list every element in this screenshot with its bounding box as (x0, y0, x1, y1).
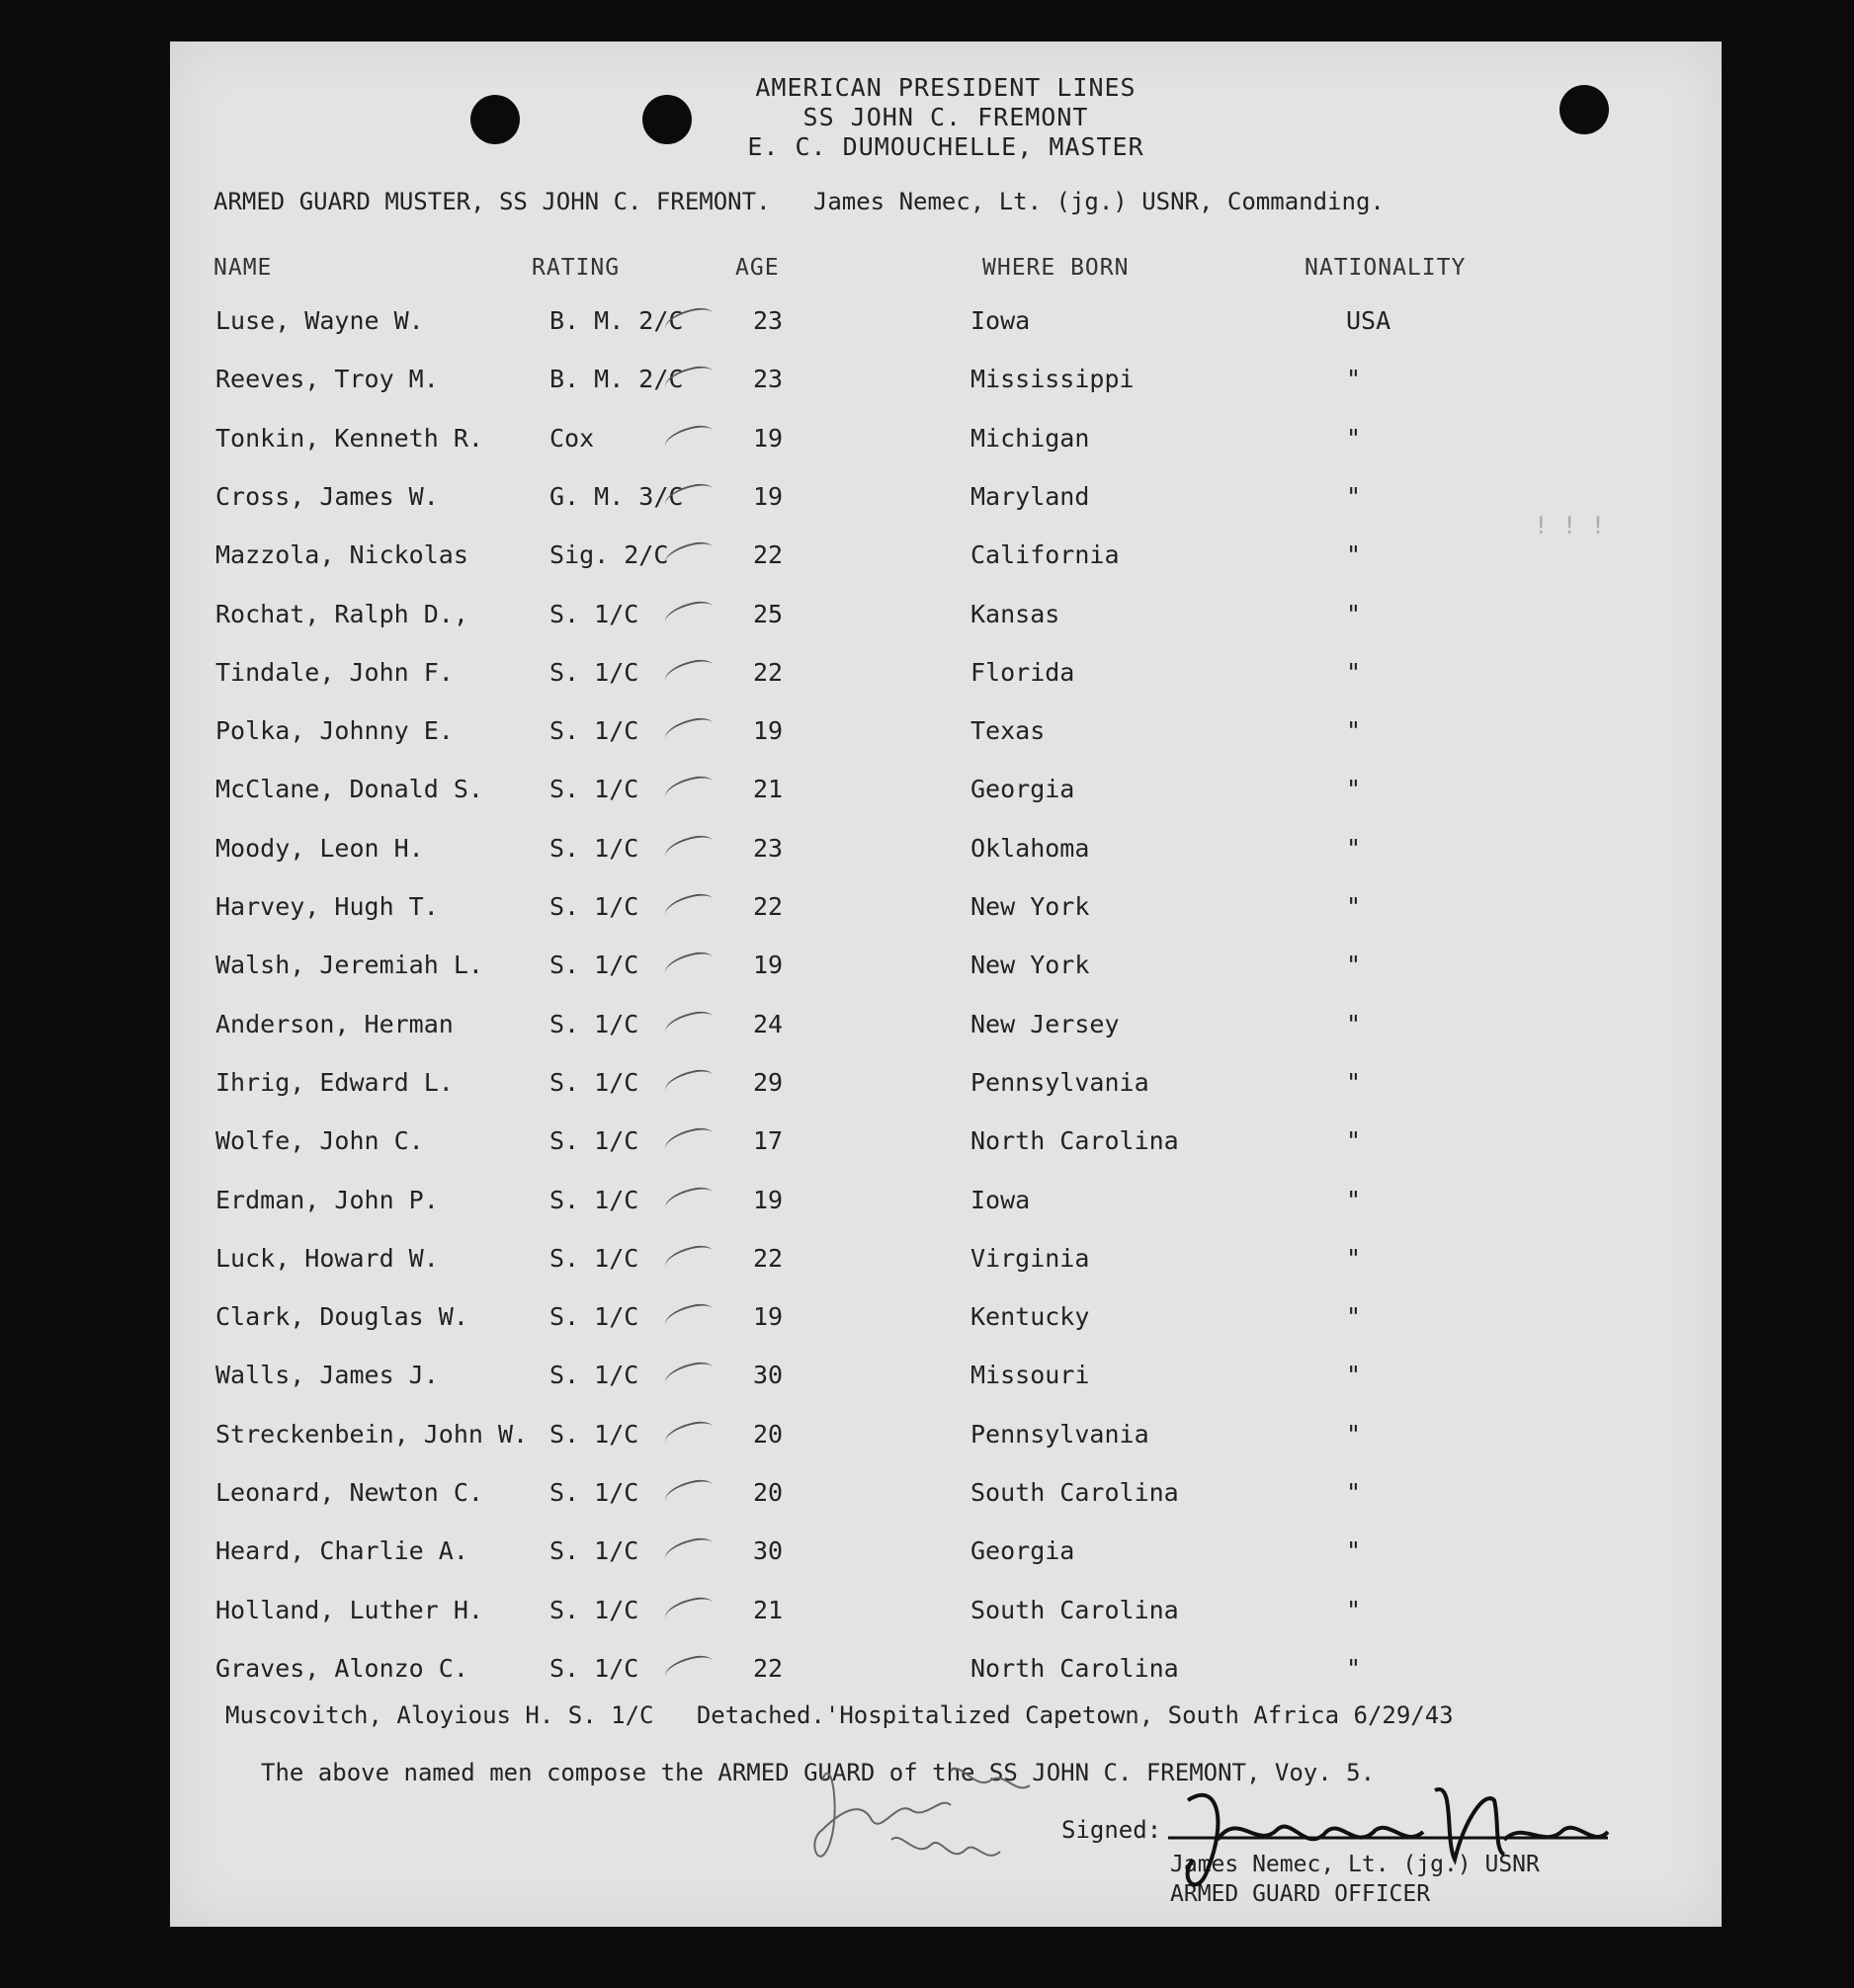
table-row (170, 1244, 1722, 1299)
crew-name: Erdman, John P. (215, 1185, 439, 1214)
crew-rating: S. 1/C (549, 657, 639, 687)
signatory-title: ARMED GUARD OFFICER (1170, 1881, 1431, 1907)
check-mark (662, 1184, 716, 1216)
crew-rating: S. 1/C (549, 1361, 639, 1390)
crew-nationality: " (1346, 716, 1362, 746)
table-row (170, 1478, 1722, 1533)
crew-nationality: " (1346, 1185, 1362, 1214)
crew-nationality: " (1346, 892, 1362, 921)
crew-nationality: " (1346, 365, 1362, 394)
check-mark (662, 1418, 716, 1450)
crew-nationality: " (1346, 951, 1362, 980)
crew-nationality: " (1346, 1478, 1362, 1507)
crew-name: Walls, James J. (215, 1361, 439, 1390)
crew-rating: B. M. 2/C (549, 365, 684, 394)
crew-name: McClane, Donald S. (215, 775, 483, 804)
crew-name: Rochat, Ralph D., (215, 599, 468, 628)
check-mark (662, 1652, 716, 1685)
crew-rating: S. 1/C (549, 1185, 639, 1214)
crew-age: 19 (753, 716, 784, 746)
crew-nationality: " (1346, 540, 1362, 570)
crew-name: Walsh, Jeremiah L. (215, 951, 483, 980)
crew-rating: Cox (549, 423, 595, 453)
table-row (170, 365, 1722, 420)
crew-age: 21 (753, 775, 784, 804)
crew-nationality: " (1346, 1536, 1362, 1566)
crew-birthplace: South Carolina (970, 1595, 1179, 1624)
signed-label: Signed: (1061, 1816, 1162, 1844)
crew-age: 19 (753, 1185, 784, 1214)
crew-age: 23 (753, 833, 784, 863)
check-mark (662, 890, 716, 923)
crew-name: Tonkin, Kenneth R. (215, 423, 483, 453)
crew-rating: G. M. 3/C (549, 481, 684, 511)
check-mark (662, 1066, 716, 1099)
crew-name: Wolfe, John C. (215, 1126, 424, 1156)
closing-statement: The above named men compose the ARMED GUARD of the SS JOHN C. FREMONT, Voy. 5. (261, 1759, 1376, 1786)
crew-age: 23 (753, 365, 784, 394)
table-row (170, 540, 1722, 596)
crew-birthplace: New Jersey (970, 1009, 1120, 1038)
check-mark (662, 832, 716, 865)
table-row (170, 892, 1722, 948)
detached-note: Muscovitch, Aloyious H. S. 1/C Detached.'Hospitalized Capetown, South Africa 6/29/43 (225, 1701, 1454, 1729)
crew-nationality: " (1346, 599, 1362, 628)
crew-nationality: " (1346, 1243, 1362, 1273)
header-line-3: E. C. DUMOUCHELLE, MASTER (747, 132, 1144, 161)
crew-rating: S. 1/C (549, 716, 639, 746)
check-mark (662, 598, 716, 630)
crew-age: 19 (753, 1302, 784, 1332)
header-line-2: SS JOHN C. FREMONT (802, 103, 1089, 131)
crew-birthplace: Kentucky (970, 1302, 1090, 1332)
crew-age: 19 (753, 951, 784, 980)
crew-birthplace: Pennsylvania (970, 1419, 1149, 1449)
crew-name: Holland, Luther H. (215, 1595, 483, 1624)
check-mark (662, 774, 716, 806)
crew-name: Mazzola, Nickolas (215, 540, 468, 570)
crew-birthplace: Texas (970, 716, 1046, 746)
crew-birthplace: New York (970, 892, 1090, 921)
check-mark (662, 656, 716, 689)
crew-name: Leonard, Newton C. (215, 1478, 483, 1507)
crew-nationality: " (1346, 775, 1362, 804)
crew-age: 24 (753, 1009, 784, 1038)
column-header-nationality: NATIONALITY (1305, 255, 1467, 281)
crew-rating: S. 1/C (549, 1302, 639, 1332)
crew-birthplace: Iowa (970, 1185, 1031, 1214)
crew-nationality: " (1346, 423, 1362, 453)
crew-birthplace: Florida (970, 657, 1075, 687)
table-row (170, 1068, 1722, 1123)
crew-rating: S. 1/C (549, 1126, 639, 1156)
margin-mark: ! ! ! (1534, 512, 1606, 539)
crew-birthplace: North Carolina (970, 1126, 1179, 1156)
crew-birthplace: Georgia (970, 775, 1075, 804)
crew-age: 20 (753, 1419, 784, 1449)
muster-title: ARMED GUARD MUSTER, SS JOHN C. FREMONT. James Nemec, Lt. (jg.) USNR, Commanding. (213, 188, 1385, 215)
crew-age: 22 (753, 1653, 784, 1683)
crew-name: Cross, James W. (215, 481, 439, 511)
check-mark (662, 1594, 716, 1626)
crew-name: Clark, Douglas W. (215, 1302, 468, 1332)
crew-name: Anderson, Herman (215, 1009, 454, 1038)
crew-nationality: " (1346, 1419, 1362, 1449)
column-header-rating: RATING (532, 255, 621, 281)
crew-rating: S. 1/C (549, 833, 639, 863)
crew-age: 21 (753, 1595, 784, 1624)
header-line-1: AMERICAN PRESIDENT LINES (755, 73, 1137, 102)
check-mark (662, 422, 716, 455)
crew-rating: S. 1/C (549, 892, 639, 921)
table-row (170, 424, 1722, 479)
crew-age: 19 (753, 481, 784, 511)
table-row (170, 482, 1722, 538)
table-row (170, 1126, 1722, 1182)
crew-name: Luck, Howard W. (215, 1243, 439, 1273)
table-row (170, 1302, 1722, 1358)
crew-rating: B. M. 2/C (549, 306, 684, 335)
crew-nationality: " (1346, 1067, 1362, 1097)
crew-rating: S. 1/C (549, 1653, 639, 1683)
crew-nationality: " (1346, 1302, 1362, 1332)
table-row (170, 600, 1722, 655)
check-mark (662, 1124, 716, 1157)
crew-name: Luse, Wayne W. (215, 306, 424, 335)
crew-age: 30 (753, 1361, 784, 1390)
crew-nationality: USA (1346, 306, 1391, 335)
crew-age: 17 (753, 1126, 784, 1156)
crew-age: 22 (753, 540, 784, 570)
crew-age: 22 (753, 892, 784, 921)
crew-birthplace: Mississippi (970, 365, 1135, 394)
crew-name: Tindale, John F. (215, 657, 454, 687)
crew-birthplace: North Carolina (970, 1653, 1179, 1683)
table-row (170, 775, 1722, 830)
crew-nationality: " (1346, 1361, 1362, 1390)
crew-birthplace: Kansas (970, 599, 1060, 628)
crew-rating: S. 1/C (549, 775, 639, 804)
crew-birthplace: Missouri (970, 1361, 1090, 1390)
crew-rating: S. 1/C (549, 1536, 639, 1566)
crew-name: Harvey, Hugh T. (215, 892, 439, 921)
crew-birthplace: Maryland (970, 481, 1090, 511)
crew-name: Heard, Charlie A. (215, 1536, 468, 1566)
crew-birthplace: Oklahoma (970, 833, 1090, 863)
table-row (170, 834, 1722, 889)
crew-nationality: " (1346, 657, 1362, 687)
crew-nationality: " (1346, 481, 1362, 511)
crew-name: Graves, Alonzo C. (215, 1653, 468, 1683)
crew-rating: S. 1/C (549, 1243, 639, 1273)
check-mark (662, 950, 716, 982)
crew-age: 23 (753, 306, 784, 335)
table-row (170, 658, 1722, 713)
crew-birthplace: South Carolina (970, 1478, 1179, 1507)
table-row (170, 951, 1722, 1006)
crew-rating: S. 1/C (549, 599, 639, 628)
crew-name: Reeves, Troy M. (215, 365, 439, 394)
crew-birthplace: New York (970, 951, 1090, 980)
check-mark (662, 1242, 716, 1275)
crew-age: 22 (753, 1243, 784, 1273)
crew-age: 20 (753, 1478, 784, 1507)
table-row (170, 1010, 1722, 1065)
crew-age: 29 (753, 1067, 784, 1097)
crew-rating: S. 1/C (549, 951, 639, 980)
crew-age: 19 (753, 423, 784, 453)
crew-nationality: " (1346, 1126, 1362, 1156)
column-header-age: AGE (735, 255, 780, 281)
crew-rating: S. 1/C (549, 1595, 639, 1624)
check-mark (662, 714, 716, 747)
table-row (170, 1420, 1722, 1475)
table-row (170, 1596, 1722, 1651)
crew-birthplace: Iowa (970, 306, 1031, 335)
crew-birthplace: Michigan (970, 423, 1090, 453)
check-mark (662, 538, 716, 571)
crew-nationality: " (1346, 1653, 1362, 1683)
crew-name: Ihrig, Edward L. (215, 1067, 454, 1097)
crew-age: 22 (753, 657, 784, 687)
crew-name: Polka, Johnny E. (215, 716, 454, 746)
check-mark (662, 1476, 716, 1509)
crew-age: 30 (753, 1536, 784, 1566)
column-header-where-born: WHERE BORN (982, 255, 1130, 281)
check-mark (662, 1300, 716, 1333)
crew-rating: S. 1/C (549, 1478, 639, 1507)
table-row (170, 306, 1722, 362)
crew-age: 25 (753, 599, 784, 628)
column-header-name: NAME (213, 255, 273, 281)
crew-rating: S. 1/C (549, 1009, 639, 1038)
crew-birthplace: Georgia (970, 1536, 1075, 1566)
check-mark (662, 1535, 716, 1568)
table-row (170, 716, 1722, 772)
crew-name: Streckenbein, John W. (215, 1419, 529, 1449)
crew-name: Moody, Leon H. (215, 833, 424, 863)
crew-birthplace: Pennsylvania (970, 1067, 1149, 1097)
table-row (170, 1361, 1722, 1416)
crew-nationality: " (1346, 1009, 1362, 1038)
crew-rating: Sig. 2/C (549, 540, 669, 570)
signatory-name: James Nemec, Lt. (jg.) USNR (1170, 1852, 1540, 1877)
crew-birthplace: Virginia (970, 1243, 1090, 1273)
crew-rating: S. 1/C (549, 1067, 639, 1097)
crew-nationality: " (1346, 833, 1362, 863)
check-mark (662, 1360, 716, 1392)
table-row (170, 1536, 1722, 1592)
crew-nationality: " (1346, 1595, 1362, 1624)
crew-rating: S. 1/C (549, 1419, 639, 1449)
document-page (170, 41, 1722, 1927)
check-mark (662, 1008, 716, 1040)
table-row (170, 1186, 1722, 1241)
crew-birthplace: California (970, 540, 1120, 570)
